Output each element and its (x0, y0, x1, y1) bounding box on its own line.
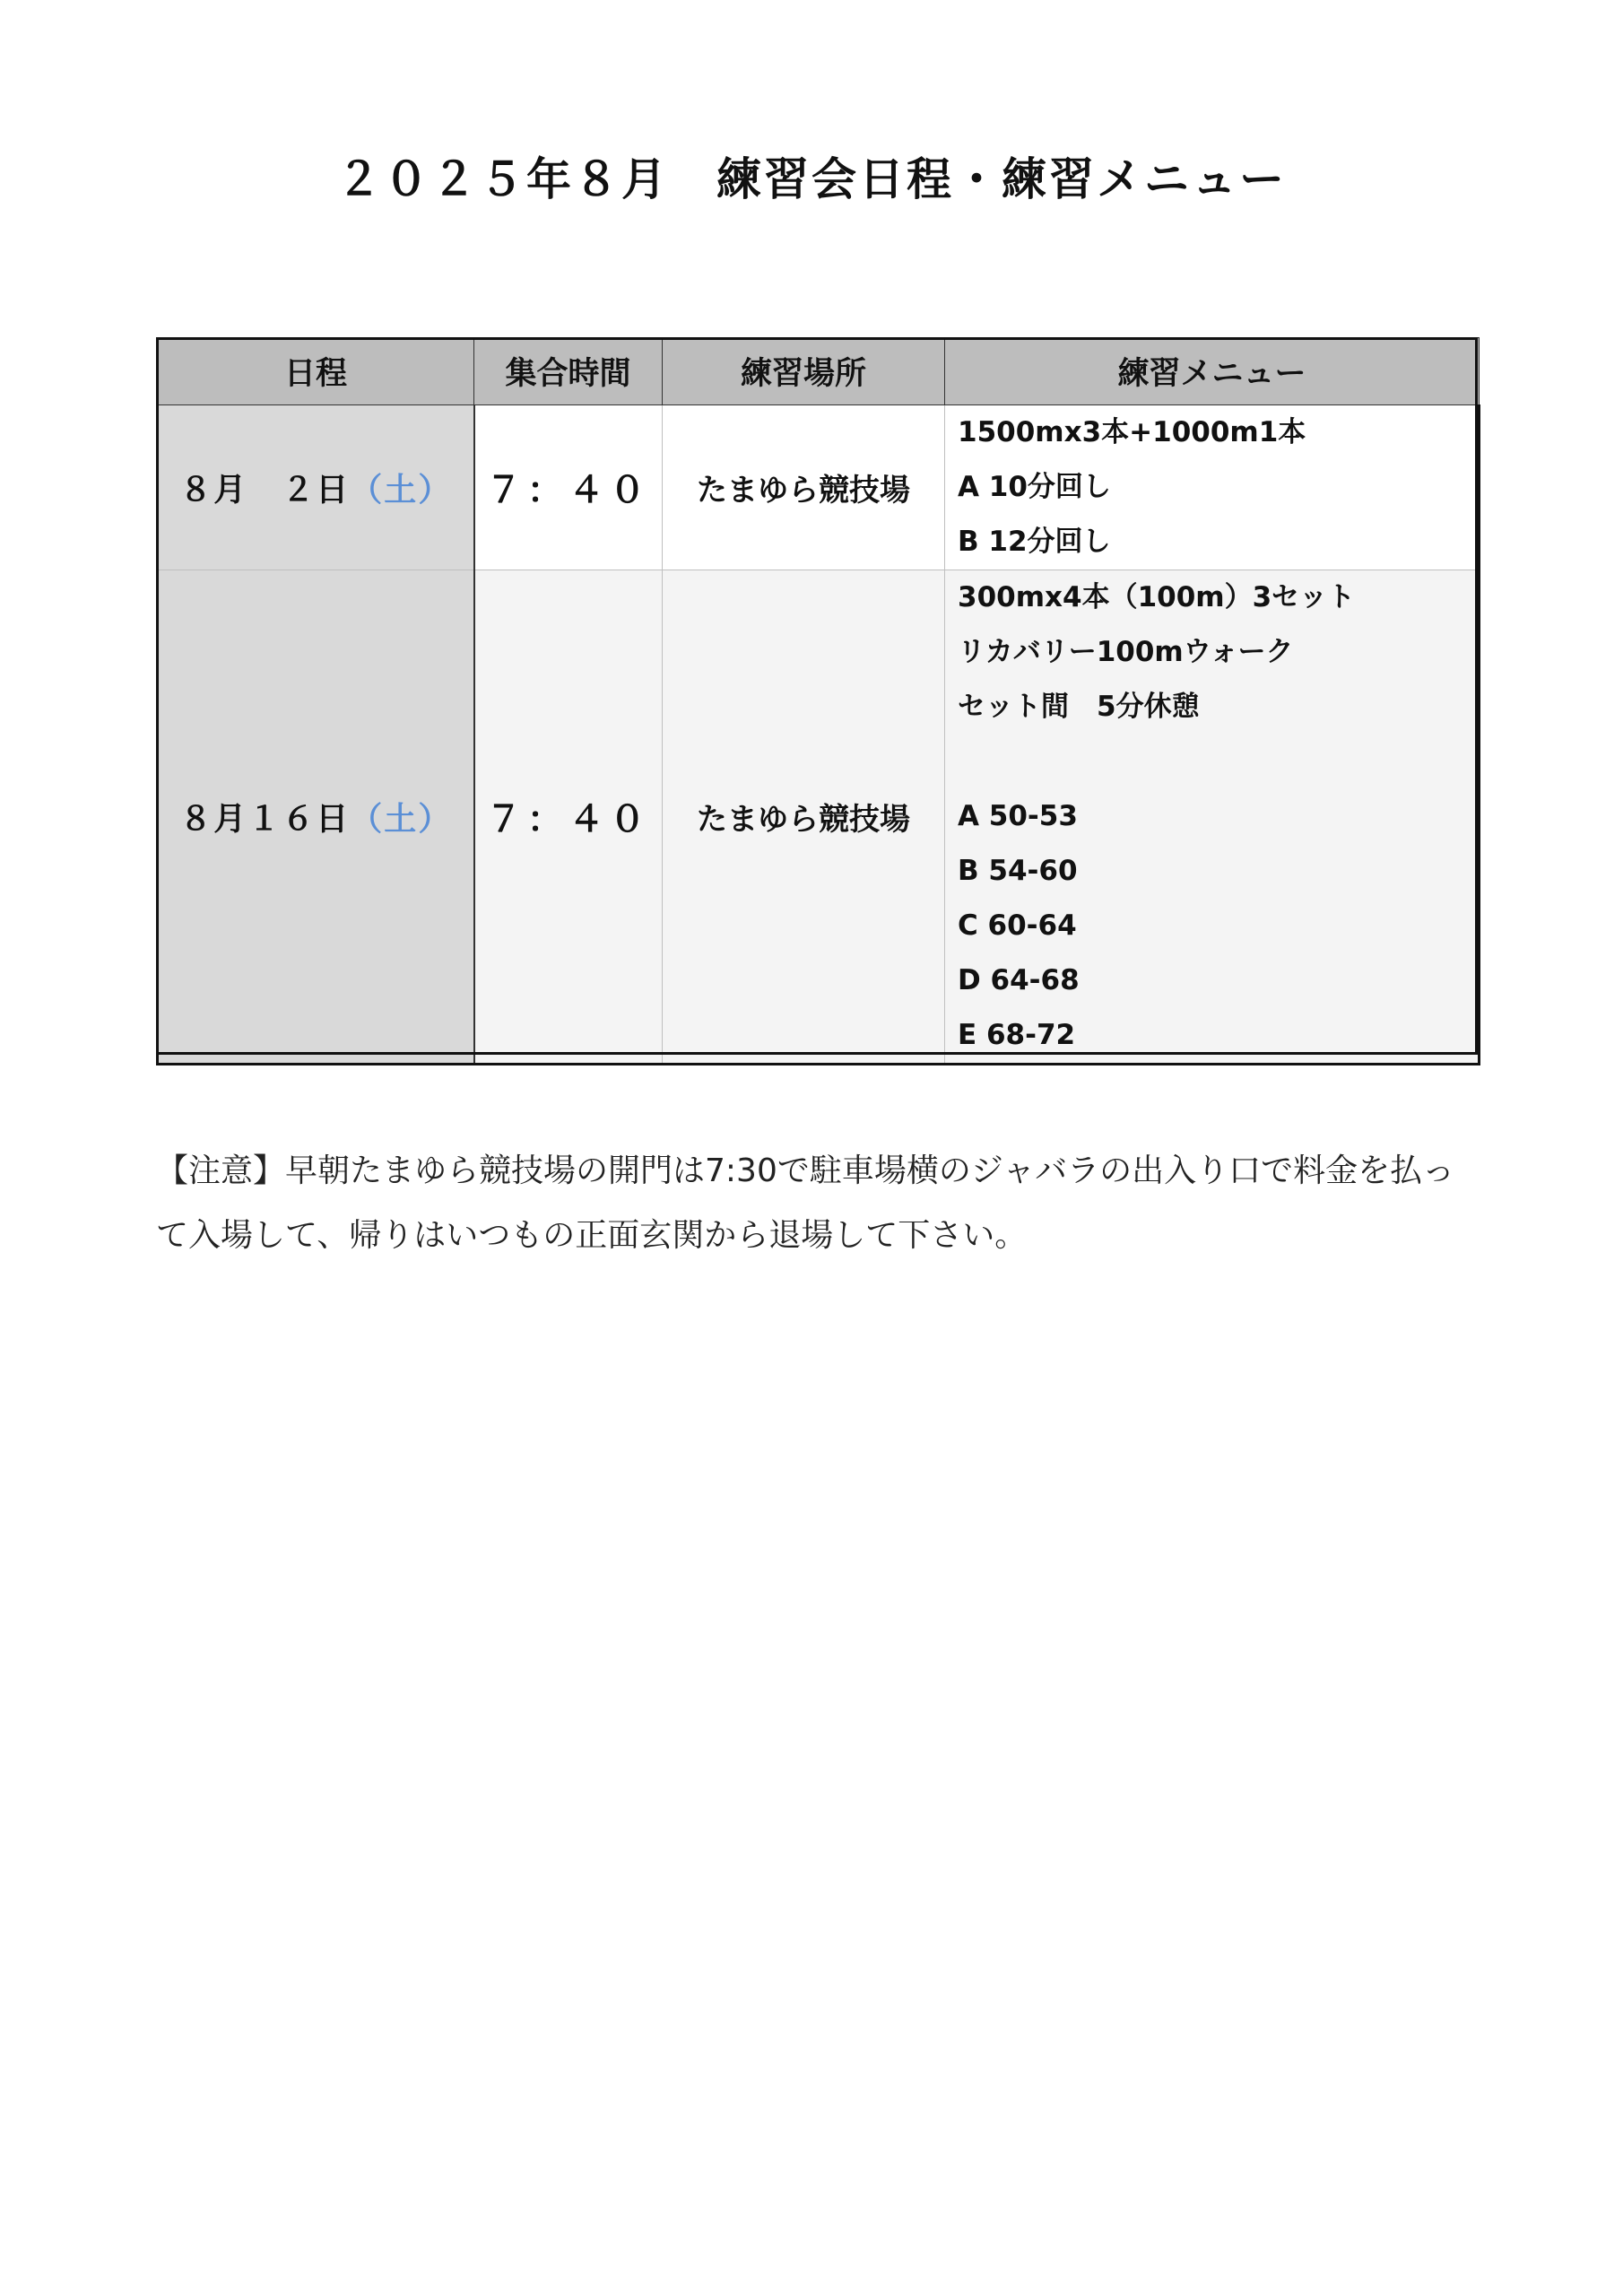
menu-line: A 10分回し (958, 471, 1111, 503)
menu-line: B 54-60 (958, 855, 1078, 887)
location-cell: たまゆら競技場 (663, 405, 945, 570)
schedule-table (156, 337, 1480, 1065)
menu-line: D 64-68 (958, 964, 1080, 996)
header-date: 日程 (158, 338, 474, 405)
header-meeting-time: 集合時間 (474, 338, 663, 405)
menu-cell (945, 570, 1480, 1065)
menu-line: 300mx4本（100m）3セット (958, 581, 1356, 613)
time-cell: ７：４０ (474, 405, 663, 570)
table-row (158, 405, 1480, 570)
date-text: ８月 ２日 (179, 472, 351, 509)
notice-text: 【注意】早朝たまゆら競技場の開門は7:30で駐車場横のジャバラの出入り口で料金を払って入場して、帰りはいつもの正面玄関から退場して下さい。 (156, 1152, 1455, 1254)
menu-line: A 50-53 (958, 800, 1078, 832)
day-of-week: （土） (350, 801, 453, 838)
header-menu: 練習メニュー (945, 338, 1480, 405)
date-text: ８月１６日 (179, 801, 351, 838)
menu-line: セット間 5分休憩 (958, 691, 1200, 723)
menu-line: リカバリー100mウォーク (958, 636, 1294, 668)
date-cell (158, 405, 474, 570)
table-row (158, 570, 1480, 1065)
menu-line: 1500mx3本+1000m1本 (958, 416, 1306, 448)
location-cell: たまゆら競技場 (663, 570, 945, 1065)
table-header-row (158, 338, 1480, 405)
menu-cell (945, 405, 1480, 570)
menu-line: E 68-72 (958, 1019, 1076, 1051)
menu-line-blank (958, 735, 1478, 789)
day-of-week: （土） (350, 472, 453, 509)
time-cell: ７：４０ (474, 570, 663, 1065)
page-title: ２０２５年８月 練習会日程・練習メニュー (336, 153, 1287, 205)
date-cell (158, 570, 474, 1065)
menu-line: C 60-64 (958, 909, 1077, 942)
menu-line: B 12分回し (958, 526, 1111, 558)
header-location: 練習場所 (663, 338, 945, 405)
